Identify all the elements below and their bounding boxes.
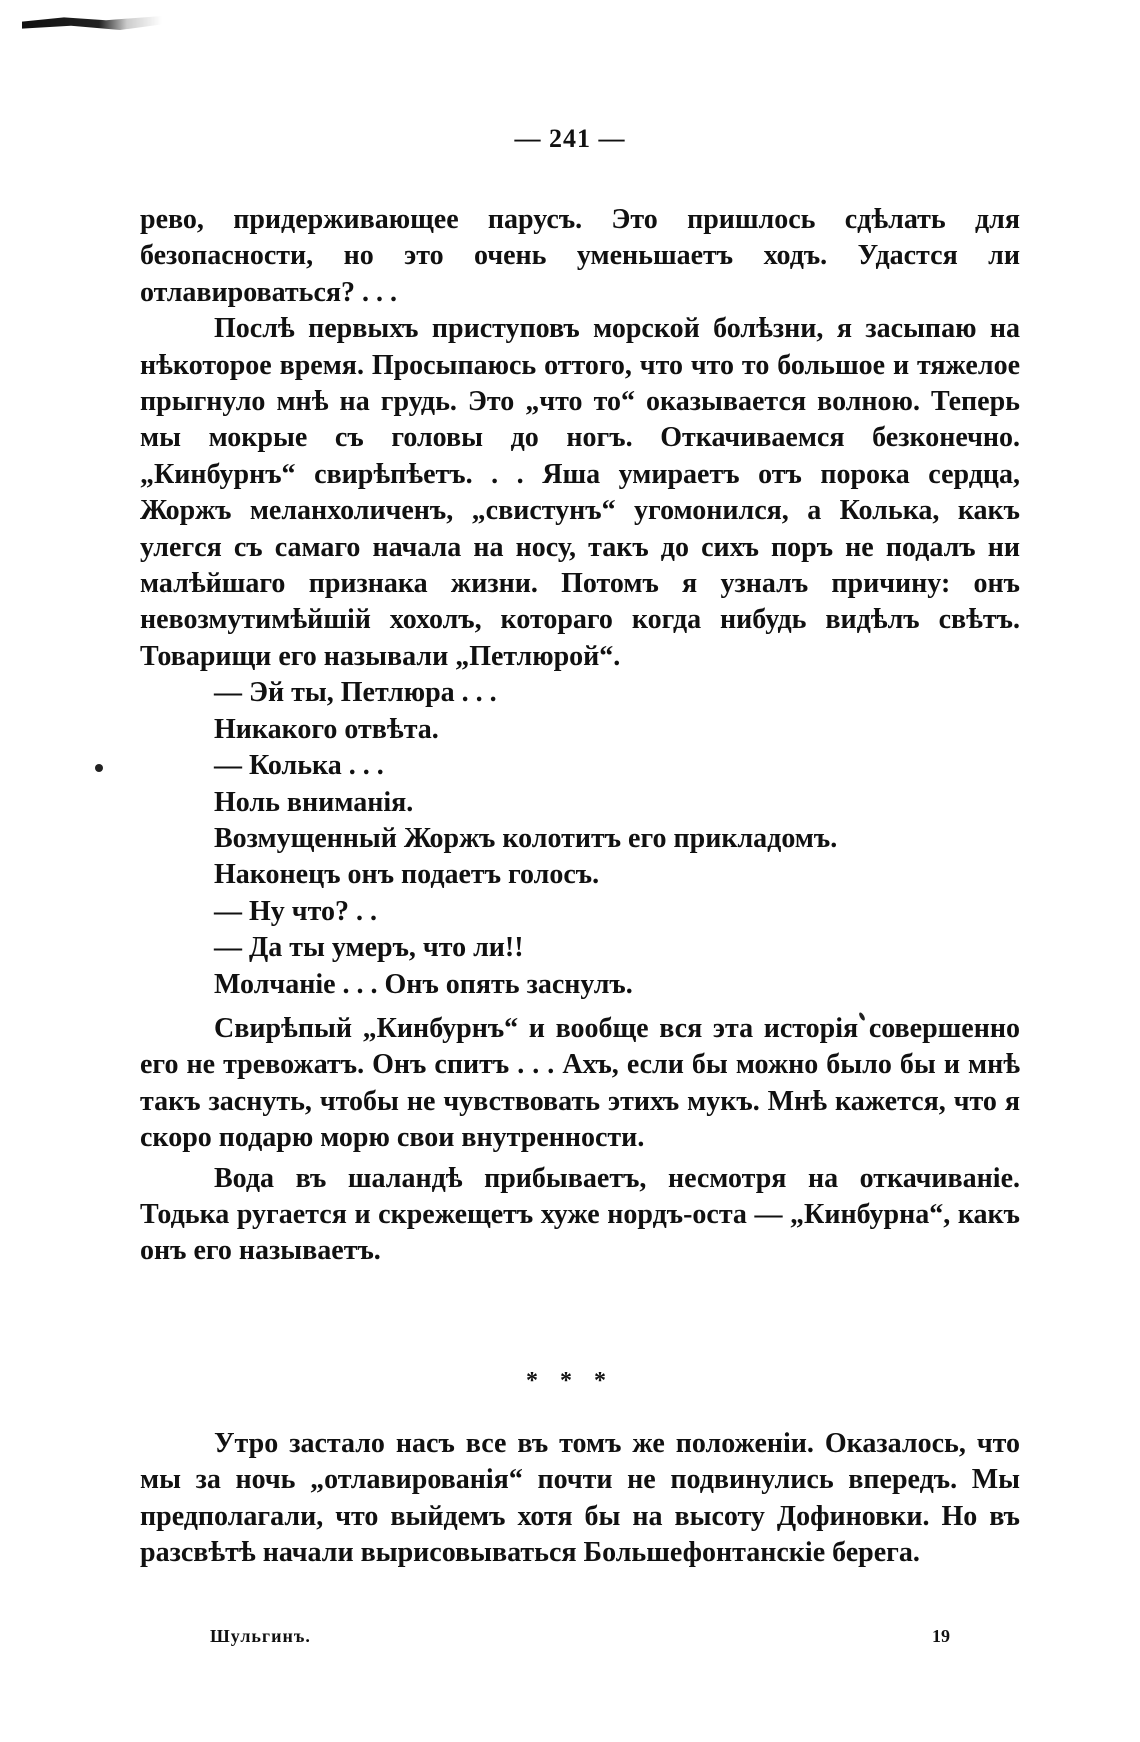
dialog-line: — Да ты умеръ, что ли!!	[214, 932, 524, 964]
paragraph-5: Утро застало насъ все въ томъ же положеніи. Оказалось, что мы за ночь „отлавированія“ почти не подвинулись впередъ. Мы предполагали, что выйдемъ хотя бы на высоту Дофиновки. Но въ разсвѣтѣ начали вырисовываться Большефонтанскіе берега.	[140, 1428, 1020, 1569]
paragraph-1: рево, придерживающее парусъ. Это пришлось сдѣлать для безопасности, но это очень уменьшаетъ ходъ. Удастся ли отлавироваться? . . .	[140, 204, 1020, 308]
scan-speck	[95, 764, 103, 772]
paragraph-2: Послѣ первыхъ приступовъ морской болѣзни, я засыпаю на нѣкоторое время. Просыпаюсь оттого, что что то большое и тяжелое прыгнуло мнѣ на грудь. Это „что то“ оказывается волною. Теперь мы мокрые съ головы до ногъ. Откачиваемся безконечно. „Кинбурнъ“ свирѣпѣетъ. . . Яша умираетъ отъ порока сердца, Жоржъ меланхоличенъ, „свистунъ“ угомонился, а Колька, какъ улегся съ самаго начала на носу, такъ до сихъ поръ не подалъ ни малѣйшаго признака жизни. Потомъ я узналъ причину: онъ невозмутимѣйшій хохолъ, котораго когда нибудь видѣлъ свѣтъ. Товарищи его называли „Петлюрой“.	[140, 313, 1020, 672]
section-separator: * * *	[526, 1368, 614, 1394]
dialog-line: Ноль вниманія.	[214, 786, 414, 818]
dialog-line: — Колька . . .	[214, 750, 384, 782]
dialog-line: Возмущенный Жоржъ колотитъ его прикладомъ.	[214, 822, 838, 854]
signature-mark: Шульгинъ.	[210, 1626, 311, 1646]
dialog-line: — Ну что? . .	[214, 895, 377, 927]
scan-artifact	[22, 16, 162, 30]
page-number: — 241 —	[514, 124, 626, 153]
dialog-block	[140, 675, 1020, 1003]
body-text	[140, 202, 1020, 1270]
dialog-line: Наконецъ онъ подаетъ голосъ.	[214, 859, 600, 891]
paragraph-3: Свирѣпый „Кинбурнъ“ и вообще вся эта исторія совершенно его не тревожатъ. Онъ спитъ . . . Ахъ, если бы можно было бы и мнѣ такъ заснуть, чтобы не чувствовать этихъ мукъ. Мнѣ кажется, что я скоро подарю морю свои внутренности.	[140, 1012, 1020, 1154]
paragraph-4: Вода въ шаландѣ прибываетъ, несмотря на откачиваніе. Тодька ругается и скрежещетъ хуже нордъ-оста — „Кинбурна“, какъ онъ его называетъ.	[140, 1162, 1020, 1267]
dialog-line: Молчаніе . . . Онъ опять заснулъ.	[214, 968, 633, 1000]
dialog-line: — Эй ты, Петлюра . . .	[214, 677, 497, 709]
sheet-number: 19	[932, 1626, 950, 1646]
dialog-line: Никакого отвѣта.	[214, 713, 439, 745]
body-text-after-break	[140, 1426, 1020, 1572]
